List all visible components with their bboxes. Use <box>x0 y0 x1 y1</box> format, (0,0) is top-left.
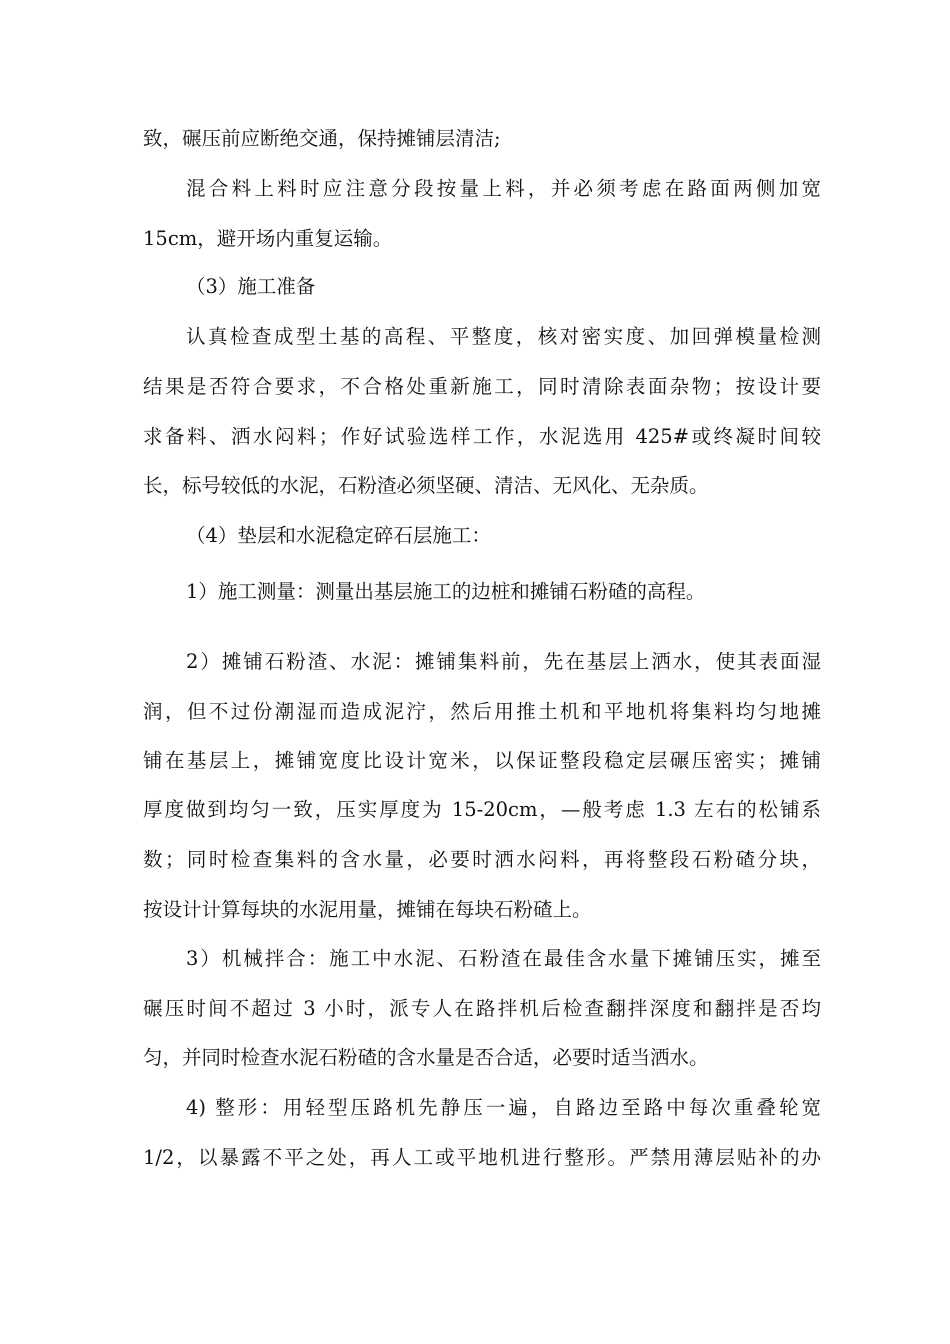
text-line: 15cm，避开场内重复运输。 <box>143 227 393 250</box>
text-line: 致，碾压前应断绝交通，保持摊铺层清洁; <box>143 127 501 150</box>
list-item-line: 4) 整形：用轻型压路机先静压一遍，自路边至路中每次重叠轮宽 <box>186 1096 821 1119</box>
text-line: 结果是否符合要求，不合格处重新施工，同时清除表面杂物；按设计要 <box>143 375 821 398</box>
text-line: 按设计计算每块的水泥用量，摊铺在每块石粉碴上。 <box>143 898 592 921</box>
text-line: 数；同时检查集料的含水量，必要时洒水闷料，再将整段石粉碴分块， <box>143 848 821 871</box>
text-line: 1/2，以暴露不平之处，再人工或平地机进行整形。严禁用薄层贴补的办 <box>143 1146 821 1169</box>
text-line: 厚度做到均匀一致，压实厚度为 15-20cm，—般考虑 1.3 左右的松铺系 <box>143 798 821 821</box>
list-item-line: 1）施工测量：测量出基层施工的边桩和摊铺石粉碴的高程。 <box>186 580 706 603</box>
paragraph-start-line: 认真检查成型土基的高程、平整度，核对密实度、加回弹模量检测 <box>186 325 821 348</box>
text-line: 长，标号较低的水泥，石粉渣必须坚硬、清洁、无风化、无杂质。 <box>143 474 709 497</box>
text-line: 匀，并同时检查水泥石粉碴的含水量是否合适，必要时适当洒水。 <box>143 1046 709 1069</box>
section-heading: （3）施工准备 <box>186 275 316 298</box>
text-line: 铺在基层上，摊铺宽度比设计宽米，以保证整段稳定层碾压密实；摊铺 <box>143 749 821 772</box>
paragraph-start-line: 混合料上料时应注意分段按量上料，并必须考虑在路面两侧加宽 <box>186 177 821 200</box>
text-line: 碾压时间不超过 3 小时，派专人在路拌机后检查翻拌深度和翻拌是否均 <box>143 997 821 1020</box>
section-heading: （4）垫层和水泥稳定碎石层施工： <box>186 524 491 547</box>
list-item-line: 3）机械拌合：施工中水泥、石粉渣在最佳含水量下摊铺压实，摊至 <box>186 947 821 970</box>
list-item-line: 2）摊铺石粉渣、水泥：摊铺集料前，先在基层上洒水，使其表面湿 <box>186 650 821 673</box>
text-line: 润，但不过份潮湿而造成泥泞，然后用推土机和平地机将集料均匀地摊 <box>143 700 821 723</box>
text-line: 求备料、洒水闷料；作好试验选样工作，水泥选用 425#或终凝时间较 <box>143 425 821 448</box>
